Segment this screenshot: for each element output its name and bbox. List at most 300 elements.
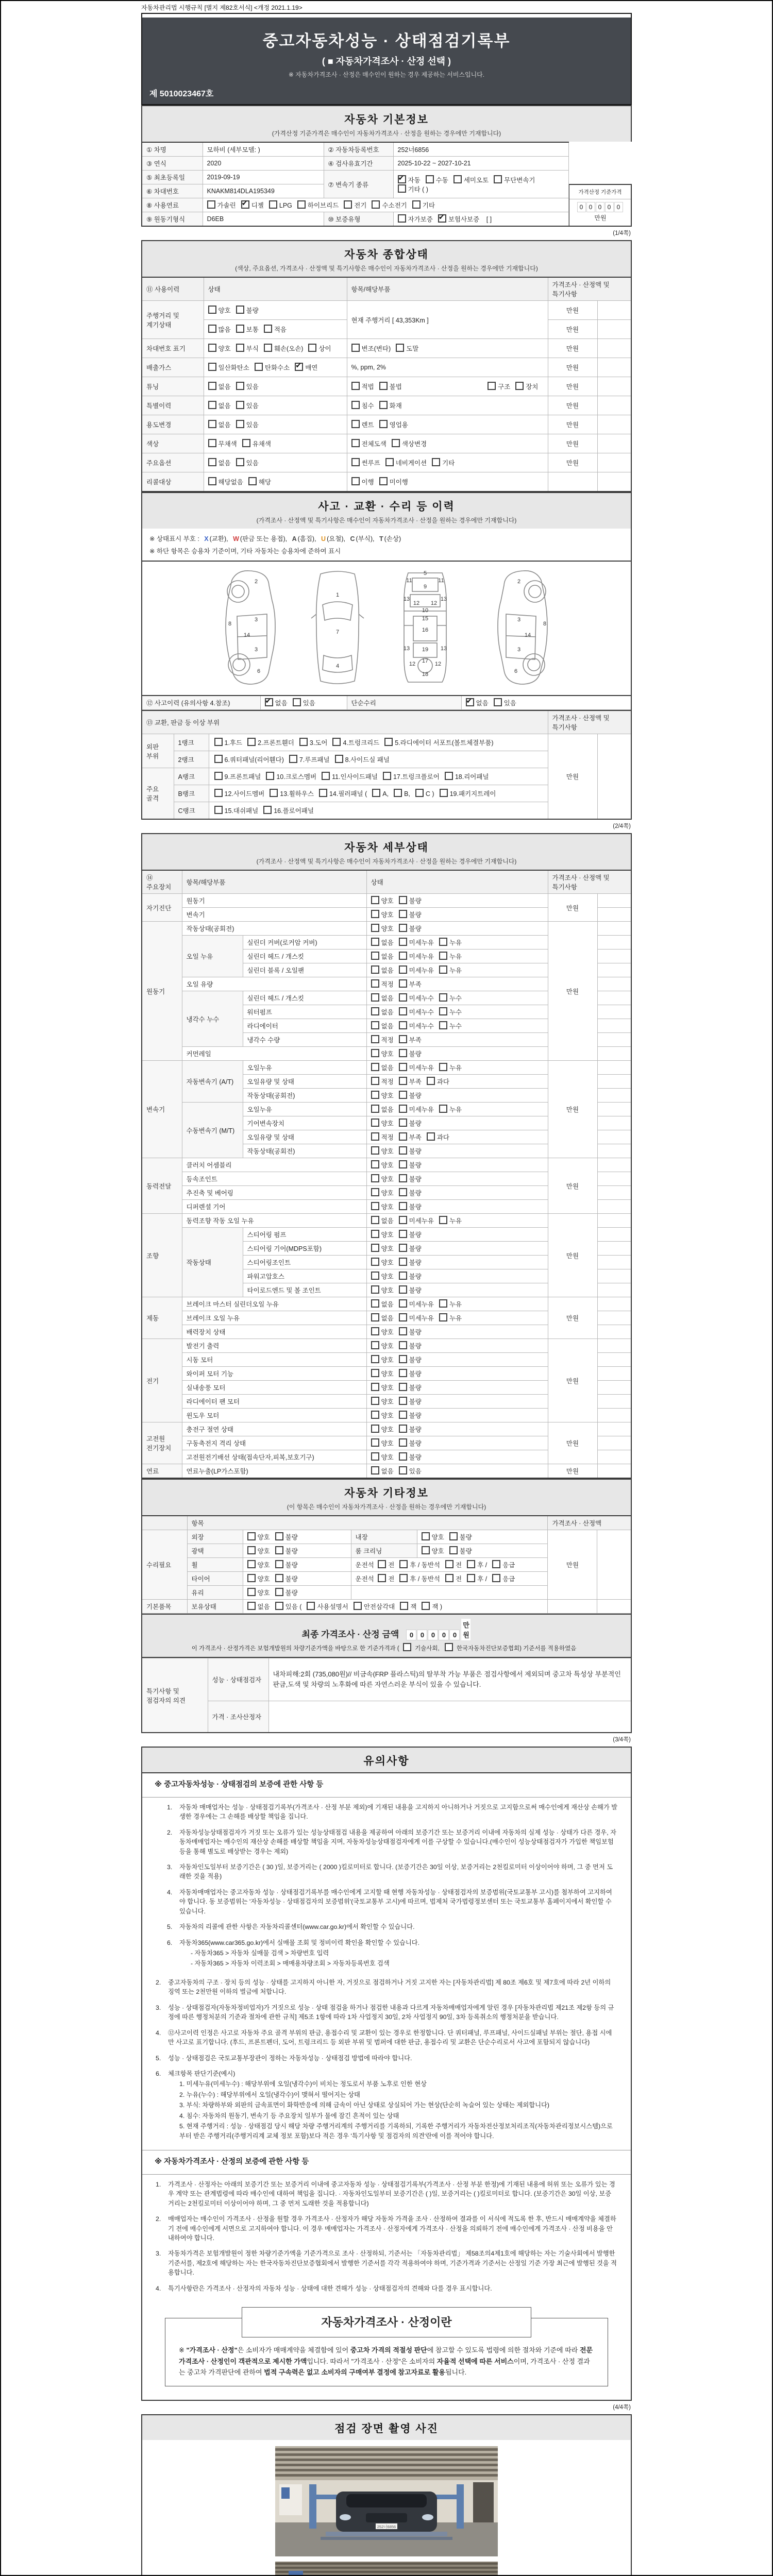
checkbox-icon[interactable]	[371, 1244, 379, 1252]
checkbox-icon[interactable]	[467, 1574, 475, 1582]
checkbox-icon[interactable]	[371, 1355, 379, 1363]
option: 해당	[248, 479, 271, 486]
checkbox-icon[interactable]	[396, 344, 404, 352]
price-definition-title: 자동차가격조사 · 산정이란	[242, 2307, 531, 2337]
checkbox-icon[interactable]	[399, 896, 407, 904]
checkbox-icon[interactable]	[399, 1174, 407, 1182]
checkbox-icon[interactable]	[427, 1132, 435, 1141]
inspection-photo-rear	[275, 2562, 498, 2576]
checkbox-icon[interactable]	[371, 1007, 379, 1015]
checkbox-icon[interactable]	[208, 439, 216, 447]
checkbox-icon[interactable]	[379, 420, 388, 428]
checkbox-checked-icon[interactable]	[466, 698, 474, 706]
checkbox-icon[interactable]	[439, 952, 447, 960]
option: 해당없음	[208, 479, 243, 486]
checkbox-icon[interactable]	[426, 175, 434, 183]
checkbox-icon[interactable]	[236, 401, 244, 409]
checkbox-icon[interactable]	[270, 789, 278, 797]
checkbox-icon[interactable]	[351, 401, 360, 409]
checkbox-icon[interactable]	[275, 1574, 283, 1582]
checkbox-icon[interactable]	[399, 1327, 407, 1335]
checkbox-icon[interactable]	[371, 1118, 379, 1127]
repair-group-label: 수리필요	[142, 1530, 187, 1600]
checkbox-icon[interactable]	[399, 1258, 407, 1266]
checkbox-icon[interactable]	[214, 789, 223, 797]
checkbox-icon[interactable]	[515, 382, 524, 390]
checkbox-icon[interactable]	[399, 952, 407, 960]
checkbox-icon[interactable]	[372, 200, 380, 209]
option: 불량	[399, 1329, 422, 1336]
checkbox-icon[interactable]	[247, 1574, 256, 1582]
option: 유채색	[242, 440, 271, 448]
checkbox-icon[interactable]	[208, 382, 216, 390]
option: 불량	[399, 1148, 422, 1155]
checkbox-icon[interactable]	[335, 755, 343, 763]
notice-item: 1. 자동차 매매업자는 성능 · 상태점검기록부(가격조사 · 산정 부분 제외)에 기재된 내용을 고지하지 아니하거나 거짓으로 고지함으로써 매수인에게 재산상 손해가 발생한 경우에는 그 손해를 배상할 책임을 집니다.	[167, 1803, 617, 1821]
option: 양호	[247, 1534, 270, 1541]
basic-info-title: 자동차 기본정보	[344, 114, 429, 126]
option: 기술사회,	[403, 1646, 440, 1652]
checkbox-icon[interactable]	[488, 382, 496, 390]
accident-history-label: ⑫ 사고이력 (유의사항 4.참조)	[142, 696, 260, 710]
checkbox-icon[interactable]	[371, 1452, 379, 1461]
checkbox-icon[interactable]	[264, 325, 272, 333]
checkbox-icon[interactable]	[399, 1272, 407, 1280]
option: 부식	[236, 345, 259, 352]
detail-status-table	[141, 870, 632, 1479]
option: 불량	[236, 307, 259, 314]
checkbox-checked-icon[interactable]	[241, 200, 249, 209]
option: 불량	[399, 1120, 422, 1127]
checkbox-icon[interactable]	[247, 1602, 256, 1610]
checkbox-icon[interactable]	[275, 1602, 283, 1610]
option: ✔ 디젤	[241, 202, 264, 209]
checkbox-icon[interactable]	[412, 200, 421, 209]
checkbox-icon[interactable]	[371, 1202, 379, 1210]
checkbox-icon[interactable]	[236, 325, 244, 333]
checkbox-checked-icon[interactable]	[265, 698, 273, 706]
checkbox-checked-icon[interactable]	[398, 175, 406, 183]
checkbox-icon[interactable]	[332, 738, 341, 746]
checkbox-icon[interactable]	[399, 1105, 407, 1113]
notice-subitem: 3. 부식: 차량하부와 외판의 금속표면이 화학반응에 의해 금속이 아닌 상태로 상실되어 가는 현상(단순히 녹슬어 있는 상태는 제외합니다)	[179, 2102, 549, 2109]
checkbox-icon[interactable]	[371, 1216, 379, 1224]
option: 4.트렁크리드	[332, 739, 379, 747]
checkbox-icon[interactable]	[399, 1244, 407, 1252]
checkbox-icon[interactable]	[371, 1160, 379, 1168]
checkbox-icon[interactable]	[214, 806, 223, 814]
inspection-photo-front	[275, 2446, 498, 2556]
checkbox-icon[interactable]	[439, 1299, 447, 1308]
checkbox-icon[interactable]	[439, 1105, 447, 1113]
option: 미세누유	[399, 967, 434, 974]
checkbox-icon[interactable]	[236, 306, 244, 314]
checkbox-icon[interactable]	[384, 738, 393, 746]
checkbox-icon[interactable]	[492, 1560, 500, 1568]
checkbox-icon[interactable]	[399, 979, 407, 988]
checkbox-icon[interactable]	[371, 1091, 379, 1099]
checkbox-icon[interactable]	[379, 382, 388, 390]
device-item: 변속기	[182, 908, 366, 922]
other-subtitle: (이 항목은 매수인이 자동차가격조사 · 산정을 원하는 경우에만 기재합니다)	[287, 1503, 486, 1511]
checkbox-checked-icon[interactable]	[438, 214, 446, 223]
checkbox-icon[interactable]	[371, 924, 379, 932]
checkbox-icon[interactable]	[351, 439, 360, 447]
option: 후 / 동반석	[399, 1562, 440, 1569]
checkbox-icon[interactable]	[399, 938, 407, 946]
checkbox-icon[interactable]	[247, 1588, 256, 1596]
notice-item: 3. 자동차가격은 보험개발원이 정한 차량기준가액을 기준가격으로 조사 · 산정하되, 기준서는 「자동차관리법」 제58조의4제1호에 해당하는 자는 기술사회에서 발행한 기준서를, 제2호에 해당하는 자는 한국자동차진단보증협회에서 발행한 기준서를 각각 적용하여야 하며, 기준가격과 기준서는 산정일 기준 가장 최근에 발행된 것을 적용합니다.	[156, 2250, 617, 2277]
checkbox-icon[interactable]	[399, 1202, 407, 1210]
checkbox-icon[interactable]	[371, 1049, 379, 1057]
checkbox-icon[interactable]	[371, 1021, 379, 1029]
row-label: 차대번호 표기	[142, 339, 204, 358]
checkbox-icon[interactable]	[351, 477, 360, 485]
checkbox-icon[interactable]	[371, 1132, 379, 1141]
checkbox-icon[interactable]	[308, 344, 316, 352]
checkbox-icon[interactable]	[399, 1160, 407, 1168]
checkbox-icon[interactable]	[275, 1532, 283, 1540]
checkbox-icon[interactable]	[371, 1397, 379, 1405]
panel-number: 14	[524, 632, 531, 638]
checkbox-icon[interactable]	[399, 1560, 408, 1568]
device-item: 타이로드엔드 및 볼 조인트	[243, 1283, 366, 1297]
car-diagram	[141, 561, 632, 695]
option: 양호	[371, 1384, 394, 1392]
checkbox-icon[interactable]	[399, 910, 407, 918]
checkbox-icon[interactable]	[208, 420, 216, 428]
checkbox-icon[interactable]	[264, 344, 272, 352]
table-row: 주요옵션 없음 있음 썬루프 네비게이션 기타 만원	[142, 453, 631, 472]
device-item: 냉각수 수량	[243, 1033, 366, 1047]
checkbox-icon[interactable]	[371, 965, 379, 974]
checkbox-icon[interactable]	[399, 1216, 407, 1224]
checkbox-icon[interactable]	[236, 344, 244, 352]
checkbox-icon[interactable]	[399, 1188, 407, 1196]
checkbox-icon[interactable]	[439, 1021, 447, 1029]
checkbox-icon[interactable]	[399, 1077, 407, 1085]
option: 전	[445, 1575, 462, 1583]
checkbox-icon[interactable]	[371, 1258, 379, 1266]
option: 12.사이드멤버	[214, 790, 265, 798]
checkbox-icon[interactable]	[207, 200, 215, 209]
checkbox-icon[interactable]	[398, 214, 406, 223]
checkbox-icon[interactable]	[399, 1574, 408, 1582]
checkbox-icon[interactable]	[399, 1411, 407, 1419]
checkbox-icon[interactable]	[399, 1049, 407, 1057]
checkbox-icon[interactable]	[399, 1035, 407, 1043]
checkbox-icon[interactable]	[307, 1602, 315, 1610]
checkbox-icon[interactable]	[214, 755, 223, 763]
checkbox-icon[interactable]	[398, 184, 406, 193]
checkbox-icon[interactable]	[275, 1546, 283, 1554]
panel-number: 3	[254, 617, 258, 623]
checkbox-icon[interactable]	[445, 1560, 453, 1568]
checkbox-icon[interactable]	[399, 1285, 407, 1294]
checkbox-icon[interactable]	[371, 952, 379, 960]
checkbox-icon[interactable]	[492, 1574, 500, 1582]
checkbox-icon[interactable]	[399, 1341, 407, 1349]
checkbox-icon[interactable]	[371, 1105, 379, 1113]
device-sub-label: 자동변속기 (A/T)	[182, 1061, 243, 1103]
checkbox-icon[interactable]	[383, 772, 391, 780]
checkbox-icon[interactable]	[394, 789, 402, 797]
checkbox-icon[interactable]	[453, 175, 462, 183]
option: 일산화탄소	[208, 364, 249, 371]
checkbox-icon[interactable]	[371, 1077, 379, 1085]
option: 구조	[488, 383, 510, 391]
checkbox-icon[interactable]	[445, 1643, 453, 1651]
section-detail-status	[141, 833, 632, 1479]
checkbox-icon[interactable]	[439, 1007, 447, 1015]
checkbox-icon[interactable]	[344, 200, 352, 209]
checkbox-icon[interactable]	[445, 772, 453, 780]
checkbox-icon[interactable]	[275, 1560, 283, 1568]
checkbox-icon[interactable]	[422, 1546, 430, 1554]
option: 전체도색	[351, 440, 386, 448]
checkbox-icon[interactable]	[236, 420, 244, 428]
checkbox-icon[interactable]	[371, 1313, 379, 1321]
checkbox-icon[interactable]	[371, 1230, 379, 1238]
checkbox-icon[interactable]	[399, 1091, 407, 1099]
document-subtitle: ( ■ 자동차가격조사 · 산정 선택 )	[322, 56, 451, 66]
checkbox-icon[interactable]	[439, 1313, 447, 1321]
checkbox-icon[interactable]	[399, 924, 407, 932]
checkbox-icon[interactable]	[371, 938, 379, 946]
checkbox-icon[interactable]	[371, 1035, 379, 1043]
checkbox-icon[interactable]	[445, 1574, 453, 1582]
checkbox-icon[interactable]	[208, 401, 216, 409]
table-row: 타이어 양호 불량 운전석 전 후 / 동반석 전 후 / 응급	[142, 1572, 631, 1586]
checkbox-icon[interactable]	[371, 1466, 379, 1475]
option: 양호	[371, 1398, 394, 1405]
option: 양호	[371, 1245, 394, 1252]
checkbox-icon[interactable]	[371, 910, 379, 918]
checkbox-icon[interactable]	[432, 458, 440, 466]
notice-item: 2. 중고자동차의 구조 · 장치 등의 성능 · 상태를 고지하지 아니한 자, 거짓으로 점검하거나 거짓 고지한 자는 [자동차관리법] 제 80조 제6호 및 제7호에 따라 2년 이하의 징역 또는 2천만원 이하의 벌금에 처합니다.	[156, 1978, 611, 1996]
checkbox-icon[interactable]	[400, 1602, 408, 1610]
checkbox-icon[interactable]	[494, 698, 502, 706]
checkbox-icon[interactable]	[371, 1369, 379, 1377]
checkbox-icon[interactable]	[214, 772, 223, 780]
checkbox-icon[interactable]	[449, 1546, 458, 1554]
option: 양호	[371, 1148, 394, 1155]
first-reg-value: 2019-09-19	[203, 171, 324, 184]
checkbox-icon[interactable]	[371, 1341, 379, 1349]
checkbox-icon[interactable]	[371, 1174, 379, 1182]
price-digit: 0	[428, 1630, 438, 1640]
option: 양호	[371, 1120, 394, 1127]
table-row: 색상 무채색 유채색 전체도색 색상변경 만원	[142, 434, 631, 453]
notice-item: 3. 성능 · 상태점검자(자동차정비업자)가 거짓으로 성능 · 상태 점검을 하거나 점검한 내용과 다르게 자동차매매업자에게 알린 경우 [자동차관리법 제21조 제2항 등의 규정에 따른 행정처분의 기준과 절차에 관한 규칙] 제5조 1항에 따라 1차 사업정지 30일, 2차 사업정지 90일, 3차 등록취소의 행정처분을 받습니다.	[156, 2004, 614, 2021]
row-label: 주요옵션	[142, 453, 204, 472]
checkbox-icon[interactable]	[403, 1643, 411, 1651]
checkbox-icon[interactable]	[440, 789, 448, 797]
basic-info-subtitle: (가격산정 기준가격은 매수인이 자동차가격조사 · 산정을 원하는 경우에만 기재합니다)	[272, 130, 501, 137]
checkbox-icon[interactable]	[494, 175, 502, 183]
notice-subitem: 1. 미세누유(미세누수) : 해당부위에 오일(냉각수)이 비치는 정도로서 부품 노후로 인한 현상	[179, 2080, 427, 2088]
option: 양호	[247, 1562, 270, 1569]
checkbox-icon[interactable]	[242, 439, 250, 447]
base-price-box	[569, 142, 632, 227]
checkbox-icon[interactable]	[399, 1132, 407, 1141]
checkbox-icon[interactable]	[322, 772, 330, 780]
checkbox-icon[interactable]	[399, 1299, 407, 1308]
checkbox-icon[interactable]	[439, 1063, 447, 1071]
checkbox-icon[interactable]	[247, 1560, 256, 1568]
checkbox-icon[interactable]	[422, 1602, 430, 1610]
checkbox-icon[interactable]	[399, 1369, 407, 1377]
option: 미세누유	[399, 1315, 434, 1322]
checkbox-icon[interactable]	[248, 477, 257, 485]
checkbox-icon[interactable]	[371, 1146, 379, 1155]
price-digit: 0	[596, 202, 604, 212]
checkbox-icon[interactable]	[371, 979, 379, 988]
checkbox-icon[interactable]	[351, 382, 360, 390]
checkbox-icon[interactable]	[289, 755, 297, 763]
checkbox-icon[interactable]	[208, 344, 216, 352]
checkbox-icon[interactable]	[399, 1118, 407, 1127]
checkbox-icon[interactable]	[371, 1299, 379, 1308]
checkbox-icon[interactable]	[439, 993, 447, 1002]
checkbox-icon[interactable]	[236, 458, 244, 466]
checkbox-icon[interactable]	[399, 1355, 407, 1363]
option: 9.프론트패널	[214, 773, 261, 781]
option: 불량	[399, 1050, 422, 1058]
checkbox-icon[interactable]	[439, 965, 447, 974]
checkbox-icon[interactable]	[399, 1146, 407, 1155]
checkbox-icon[interactable]	[392, 439, 400, 447]
checkbox-icon[interactable]	[399, 1007, 407, 1015]
notice-list-1	[142, 1798, 631, 1978]
checkbox-icon[interactable]	[422, 1532, 430, 1540]
checkbox-icon[interactable]	[371, 1411, 379, 1419]
checkbox-icon[interactable]	[297, 200, 306, 209]
checkbox-icon[interactable]	[399, 1063, 407, 1071]
checkbox-icon[interactable]	[371, 993, 379, 1002]
checkbox-icon[interactable]	[449, 1532, 458, 1540]
checkbox-icon[interactable]	[236, 382, 244, 390]
option: 불량	[399, 1370, 422, 1378]
checkbox-icon[interactable]	[439, 938, 447, 946]
checkbox-icon[interactable]	[247, 1546, 256, 1554]
checkbox-icon[interactable]	[439, 1216, 447, 1224]
car-diagram-svg	[206, 565, 567, 690]
option: 있음	[236, 421, 259, 429]
notice-item: 2. 매매업자는 매수인이 가격조사 · 산정을 원할 경우 가격조사 · 산정자가 해당 자동차 가격을 조사 · 산정하여 결과를 이 서식에 적도록 한 후, 반드시 매매계약을 체결하기 전에 매수인에게 서면으로 고지하여야 합니다. 이 경우 매매업자는 가격조사 · 산정자에게 가격조사 · 산정을 의뢰하기 전에 매수인에게 가격조사 · 산정 비용을 안내하여야 합니다.	[156, 2215, 616, 2242]
option: 누수	[439, 995, 462, 1002]
checkbox-icon[interactable]	[399, 1452, 407, 1461]
option: 누유	[439, 1217, 462, 1225]
checkbox-icon[interactable]	[385, 458, 394, 466]
checkbox-icon[interactable]	[427, 1077, 435, 1085]
checkbox-icon[interactable]	[247, 1532, 256, 1540]
checkbox-icon[interactable]	[399, 1438, 407, 1447]
checkbox-icon[interactable]	[399, 1397, 407, 1405]
checkbox-icon[interactable]	[378, 1560, 386, 1568]
option: 없음	[208, 383, 231, 391]
checkbox-icon[interactable]	[263, 806, 272, 814]
checkbox-icon[interactable]	[371, 1383, 379, 1391]
checkbox-icon[interactable]	[399, 1021, 407, 1029]
option: 양호	[371, 1273, 394, 1280]
option: 불량	[399, 1204, 422, 1211]
checkbox-icon[interactable]	[399, 1313, 407, 1321]
checkbox-icon[interactable]	[415, 789, 424, 797]
option: 불량	[449, 1534, 472, 1541]
option: 미세누유	[399, 939, 434, 946]
checkbox-icon[interactable]	[299, 738, 308, 746]
checkbox-icon[interactable]	[379, 401, 388, 409]
table-row	[142, 1658, 631, 1701]
checkbox-checked-icon[interactable]	[295, 363, 303, 371]
option: 미세누유	[399, 953, 434, 960]
checkbox-icon[interactable]	[378, 1574, 386, 1582]
checkbox-icon[interactable]	[399, 965, 407, 974]
checkbox-icon[interactable]	[275, 1588, 283, 1596]
option: 미세누유	[399, 1217, 434, 1225]
checkbox-icon[interactable]	[467, 1560, 475, 1568]
inspector-role: 가격 · 조사산정자	[208, 1701, 268, 1733]
checkbox-icon[interactable]	[371, 896, 379, 904]
overall-title: 자동차 종합상태	[344, 249, 429, 261]
panel-number: 12	[430, 600, 438, 606]
checkbox-icon[interactable]	[371, 1425, 379, 1433]
checkbox-icon[interactable]	[371, 1063, 379, 1071]
final-price-label: 최종 가격조사 · 산정 금액	[301, 1630, 399, 1639]
checkbox-icon[interactable]	[255, 363, 263, 371]
checkbox-icon[interactable]	[399, 1383, 407, 1391]
checkbox-icon[interactable]	[247, 738, 256, 746]
option: 안전삼각대	[354, 1603, 395, 1611]
checkbox-icon[interactable]	[372, 789, 380, 797]
checkbox-icon[interactable]	[371, 1188, 379, 1196]
checkbox-icon[interactable]	[351, 458, 360, 466]
checkbox-icon[interactable]	[379, 477, 388, 485]
checkbox-icon[interactable]	[319, 789, 327, 797]
notice-item: 5. 자동차의 리콜에 관한 사항은 자동차리콜센터(www.car.go.kr)에서 확인할 수 있습니다.	[167, 1923, 415, 1931]
option: 미세누유	[399, 1064, 434, 1072]
checkbox-icon[interactable]	[214, 738, 223, 746]
checkbox-icon[interactable]	[351, 420, 360, 428]
table-row: 원동기 작동상태(공회전) 양호 불량 만원	[142, 922, 631, 936]
option: 부족	[399, 1134, 422, 1141]
checkbox-icon[interactable]	[399, 1466, 407, 1475]
panel-number: 3	[517, 647, 521, 653]
checkbox-icon[interactable]	[371, 1272, 379, 1280]
checkbox-icon[interactable]	[208, 306, 216, 314]
checkbox-icon[interactable]	[269, 200, 277, 209]
checkbox-icon[interactable]	[354, 1602, 362, 1610]
device-item: 구동축전지 격리 상태	[182, 1436, 366, 1450]
checkbox-icon[interactable]	[208, 363, 216, 371]
checkbox-icon[interactable]	[371, 1285, 379, 1294]
option: 화재	[379, 402, 402, 410]
checkbox-icon[interactable]	[293, 698, 301, 706]
checkbox-icon[interactable]	[208, 325, 216, 333]
checkbox-icon[interactable]	[208, 458, 216, 466]
checkbox-icon[interactable]	[266, 772, 274, 780]
status-code-C: C	[350, 535, 355, 543]
checkbox-icon[interactable]	[399, 993, 407, 1002]
checkbox-icon[interactable]	[351, 344, 360, 352]
checkbox-icon[interactable]	[399, 1425, 407, 1433]
checkbox-icon[interactable]	[371, 1438, 379, 1447]
checkbox-icon[interactable]	[208, 477, 216, 485]
checkbox-icon[interactable]	[399, 1230, 407, 1238]
checkbox-icon[interactable]	[371, 1327, 379, 1335]
device-item: 연료누출(LP가스포함)	[182, 1464, 366, 1479]
